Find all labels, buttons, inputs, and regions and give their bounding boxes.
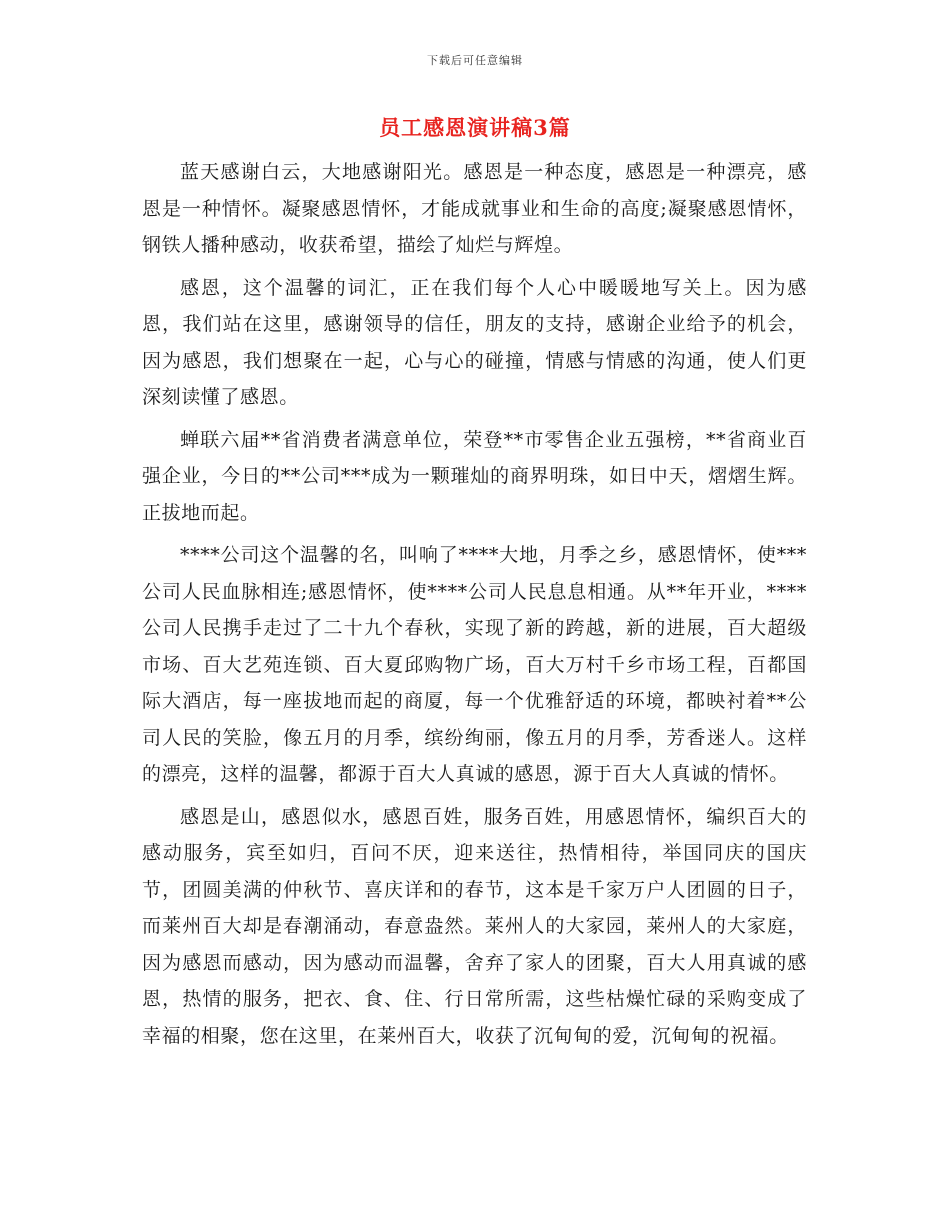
paragraph-5: 感恩是山，感恩似水，感恩百姓，服务百姓，用感恩情怀，编织百大的感动服务，宾至如归，百问不厌，迎来送往，热情相待，举国同庆的国庆节，团圆美满的仲秋节、喜庆详和的春节，这本是千家万户人团圆的日子，而莱州百大却是春潮涌动，春意盎然。莱州人的大家园，莱州人的大家庭，因为感恩而感动，因为感动而温馨，舍弃了家人的团聚，百大人用真诚的感恩，热情的服务，把衣、食、住、行日常所需，这些枯燥忙碌的采购变成了幸福的相聚，您在这里，在莱州百大，收获了沉甸甸的爱，沉甸甸的祝福。 [142,805,807,1047]
header-note: 下载后可任意编辑 [427,54,523,67]
paragraph-3: 蝉联六届**省消费者满意单位，荣登**市零售企业五强榜，**省商业百强企业，今日的**公司***成为一颗璀灿的商界明珠，如日中天，熠熠生辉。正拔地而起。 [142,428,807,524]
document-body [142,154,807,1060]
document-title: 员工感恩演讲稿3篇 [379,115,571,140]
paragraph-4: ****公司这个温馨的名，叫响了****大地，月季之乡，感恩情怀，使***公司人民血脉相连;感恩情怀，使****公司人民息息相通。从**年开业，****公司人民携手走过了二十九个春秋，实现了新的跨越，新的进展，百大超级市场、百大艺苑连锁、百大夏邱购物广场，百大万村千乡市场工程，百都国际大酒店，每一座拔地而起的商厦，每一个优雅舒适的环境，都映衬着**公司人民的笑脸，像五月的月季，缤纷绚丽，像五月的月季，芳香迷人。这样的漂亮，这样的温馨，都源于百大人真诚的感恩，源于百大人真诚的情怀。 [142,544,807,785]
paragraph-2: 感恩，这个温馨的词汇，正在我们每个人心中暖暖地写关上。因为感恩，我们站在这里，感谢领导的信任，朋友的支持，感谢企业给予的机会，因为感恩，我们想聚在一起，心与心的碰撞，情感与情感的沟通，使人们更深刻读懂了感恩。 [142,276,807,408]
paragraph-1: 蓝天感谢白云，大地感谢阳光。感恩是一种态度，感恩是一种漂亮，感恩是一种情怀。凝聚感恩情怀，才能成就事业和生命的高度;凝聚感恩情怀，钢铁人播种感动，收获希望，描绘了灿烂与辉煌。 [142,161,807,256]
